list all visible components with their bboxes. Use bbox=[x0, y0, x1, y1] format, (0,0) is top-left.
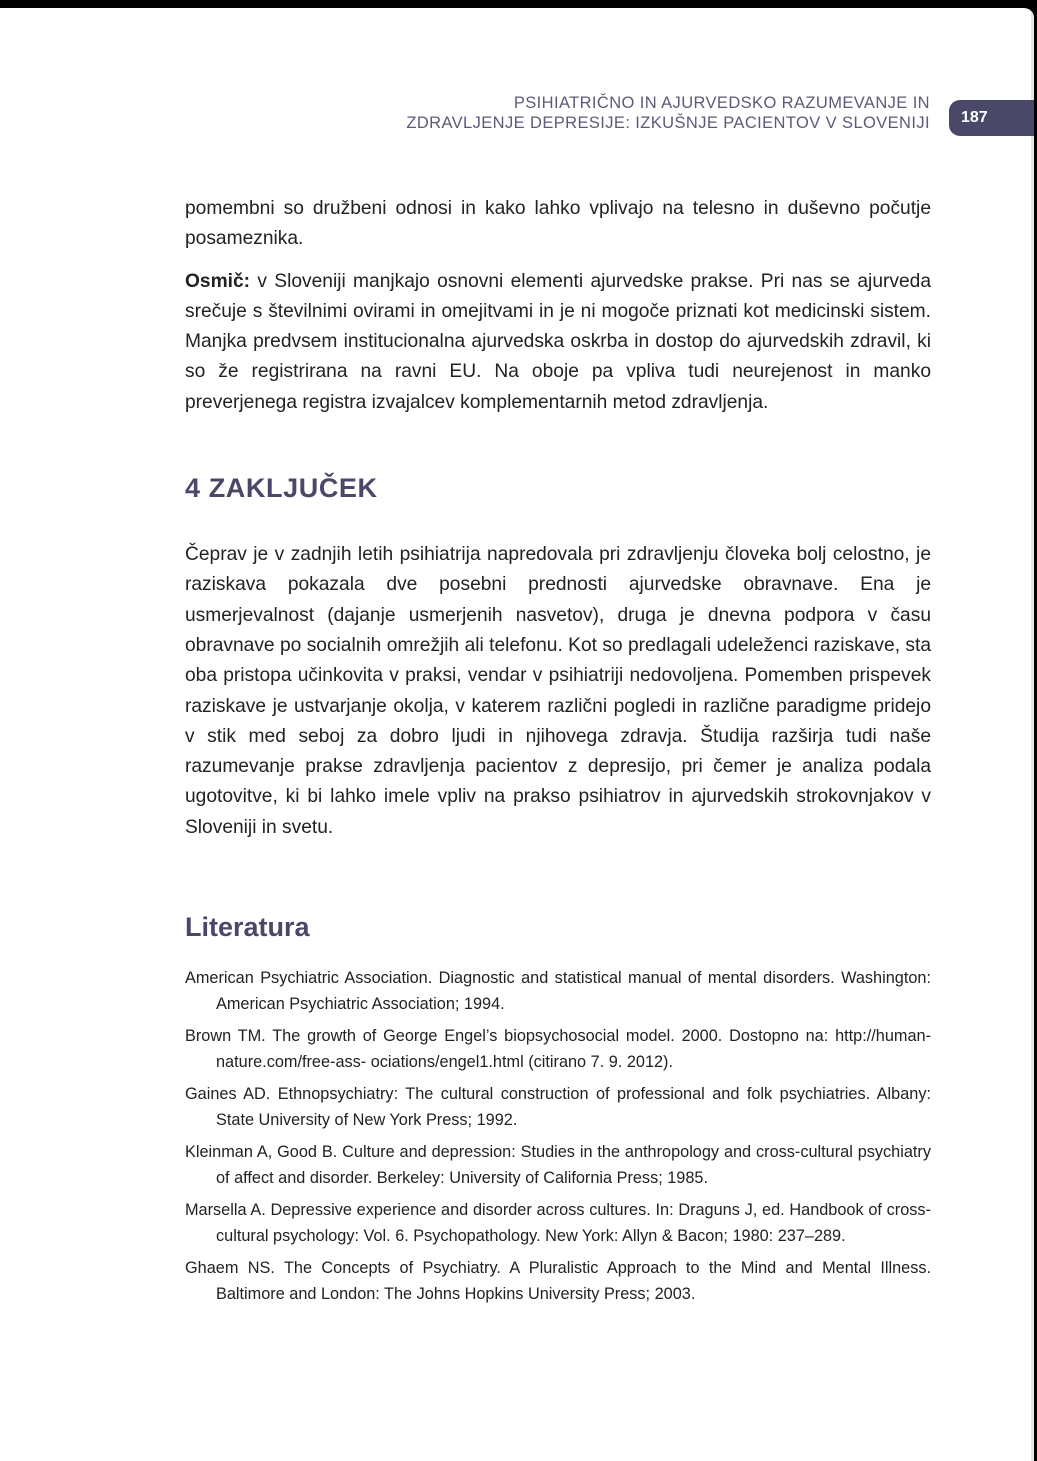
paragraph-osmic-text: v Sloveniji manjkajo osnovni elementi ajurvedske prakse. Pri nas se ajurveda srečuje s številnimi ovirami in omejitvami in je ni mogoče priznati kot medicinski sistem. Manjka predvsem institucionalna ajurvedska oskrba in dostop do ajurvedskih zdravil, ki so že registrirana na ravni EU. Na oboje pa vpliva tudi neurejenost in manko preverjenega registra izvajalcev komplementarnih metod zdravljenja. bbox=[185, 270, 931, 413]
running-head-line-1: PSIHIATRIČNO IN AJURVEDSKO RAZUMEVANJE IN bbox=[513, 94, 930, 112]
reference-item: Gaines AD. Ethnopsychiatry: The cultural construction of professional and folk psychiatries. Albany: State University of New York Press; 1992. bbox=[185, 1085, 931, 1130]
document-page bbox=[0, 8, 1034, 1461]
conclusion-paragraph: Čeprav je v zadnjih letih psihiatrija napredovala pri zdravljenju človeka bolj celostno, je raziskava pokazala dve posebni prednosti ajurvedske obravnave. Ena je usmerjevalnost (dajanje usmerjenih nasvetov), druga je dnevna podpora v času obravnave po socialnih omrežjih ali telefonu. Kot so predlagali udeleženci raziskave, sta oba pristopa učinkovita v praksi, vendar v psihiatriji nedovoljena. Pomemben prispevek raziskave je ustvarjanje okolja, v katerem različni pogledi in različne paradigme pridejo v stik med seboj za dobro ljudi in njihovega zdravja. Študija razširja tudi naše razumevanje prakse zdravljenja pacientov z depresijo, pri čemer je analiza podala ugotovitve, ki bi lahko imele vpliv na prakso psihiatrov in ajurvedskih strokovnjakov v Sloveniji in svetu. bbox=[185, 544, 931, 838]
running-head bbox=[230, 93, 930, 133]
paragraph-osmic bbox=[185, 267, 931, 418]
reference-item: Ghaem NS. The Concepts of Psychiatry. A Pluralistic Approach to the Mind and Mental Illness. Baltimore and London: The Johns Hopkins University Press; 2003. bbox=[185, 1259, 931, 1304]
speaker-label: Osmič: bbox=[185, 270, 251, 292]
section-heading: 4 ZAKLJUČEK bbox=[185, 473, 378, 504]
reference-item: American Psychiatric Association. Diagnostic and statistical manual of mental disorders. Washington: American Psychiatric Association; 1994. bbox=[185, 969, 931, 1014]
reference-item: Brown TM. The growth of George Engel’s biopsychosocial model. 2000. Dostopno na: http://human-nature.com/free-ass- ociations/engel1.html (citirano 7. 9. 2012). bbox=[185, 1027, 931, 1072]
reference-item: Marsella A. Depressive experience and disorder across cultures. In: Draguns J, ed. Handbook of cross-cultural psychology: Vol. 6. Psychopathology. New York: Allyn & Bacon; 1980: 237–289. bbox=[185, 1201, 931, 1246]
reference-item: Kleinman A, Good B. Culture and depression: Studies in the anthropology and cross-cultural psychiatry of affect and disorder. Berkeley: University of California Press; 1985. bbox=[185, 1143, 931, 1188]
page-edge bbox=[1031, 8, 1034, 1461]
literature-heading: Literatura bbox=[185, 912, 310, 943]
page-content bbox=[185, 194, 931, 1313]
page-number-tab: 187 bbox=[949, 100, 1034, 136]
paragraph-continuation: pomembni so družbeni odnosi in kako lahko vplivajo na telesno in duševno počutje posameznika. bbox=[185, 198, 931, 250]
reference-list bbox=[185, 965, 931, 1307]
running-head-line-2: ZDRAVLJENJE DEPRESIJE: IZKUŠNJE PACIENTOV V SLOVENIJI bbox=[406, 114, 930, 132]
